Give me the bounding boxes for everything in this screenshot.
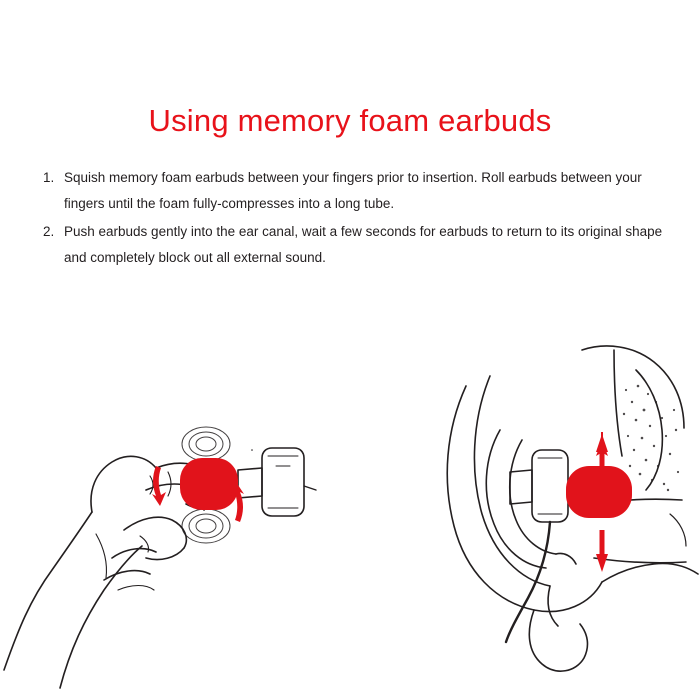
steps-list xyxy=(38,165,666,273)
step-text: Squish memory foam earbuds between your fingers prior to insertion. Roll earbuds between your fingers until the foam fully-compresses into a long tube. xyxy=(64,170,642,211)
foam-tip-highlight xyxy=(180,458,238,510)
page-title: Using memory foam earbuds xyxy=(148,103,552,138)
step-number: 2. xyxy=(43,223,55,239)
list-item xyxy=(38,219,666,271)
list-item xyxy=(38,165,666,217)
earbud-in-ear-canal-illustration xyxy=(350,290,700,690)
hand-rolling-earbud-illustration xyxy=(0,290,350,690)
figures-row xyxy=(0,290,700,690)
bone-texture xyxy=(623,385,679,492)
hand-rolling-earbud-graphic xyxy=(0,290,350,690)
step-text: Push earbuds gently into the ear canal, wait a few seconds for earbuds to return to its original shape and completely block out all external sound. xyxy=(64,223,663,265)
foam-tip-highlight xyxy=(566,466,632,518)
step-number: 1. xyxy=(43,170,55,185)
ear-anatomy-graphic xyxy=(350,290,700,690)
